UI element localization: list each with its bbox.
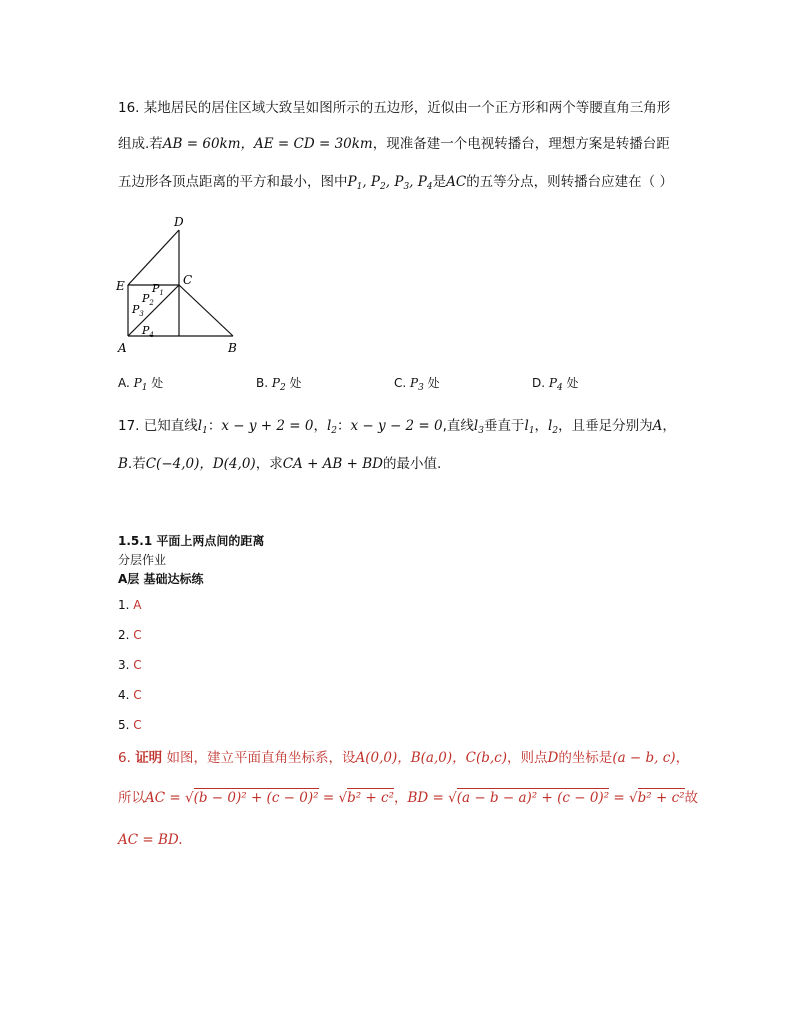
q16-line3 [118,172,673,197]
section-subtitle: 分层作业 [118,553,167,567]
q17-line-l2: x − y − 2 = 0 [350,418,443,434]
q16-line1 [118,98,670,118]
q16-line2 [118,134,670,154]
answer-item: 1. A [118,598,142,612]
label-C: C [183,273,193,287]
option-d: D. $P_4$ 处 [532,376,579,393]
label-P1: $P_1$ [152,282,164,297]
q16-text-2b: ，现准备建一个电视转播台，理想方案是转播台距 [372,136,670,152]
proof-line2: 所以AC = √(b − 0)² + (c − 0)² = √b² + c²，BD = √(a − b − a)² + (c − 0)² = √b² + c²故 [118,790,699,806]
pentagon-figure [110,210,260,360]
label-P3: $P_3$ [132,303,144,318]
q16-math-lengths: AB = 60km，AE = CD = 30km [162,136,373,152]
q16-math-ac: AC [446,174,467,190]
q16-points: $P_1$, $P_2$, $P_3$, $P_4$ [347,174,433,192]
label-A: A [118,341,127,355]
q17-line2: B.若C(−4,0)，D(4,0)，求CA + AB + BD的最小值. [118,456,442,472]
proof-line1: 6. 证明 如图，建立平面直角坐标系，设A(0,0)，B(a,0)，C(b,c)，则点D的坐标是(a − b, c)， [118,750,690,766]
label-P2: $P_2$ [142,292,154,307]
label-P4: $P_4$ [142,324,154,339]
label-E: E [116,279,125,293]
q16-text-3c: 的五等分点，则转播台应建在（ ） [466,174,673,190]
q17-expression: CA + AB + BD [282,456,383,472]
proof-line3: AC = BD. [118,832,183,848]
section-title: 1.5.1 平面上两点间的距离 [118,534,265,548]
label-B: B [228,341,237,355]
answer-item: 4. C [118,688,142,702]
q16-text-1: 某地居民的居住区域大致呈如图所示的五边形，近似由一个正方形和两个等腰直角三角形 [143,100,671,116]
answer-item: 3. C [118,658,142,672]
option-a: A. $P_1$ 处 [118,376,164,393]
section-level: A层 基础达标练 [118,572,204,586]
q17-number: 17. [118,418,140,434]
q16-text-2a: 组成.若 [118,136,163,152]
q17-points: C(−4,0)，D(4,0) [145,456,256,472]
answer-item: 5. C [118,718,142,732]
q17-line1: 17. 已知直线$l_1$：x − y + 2 = 0，$l_2$：x − y − 2 = 0,直线$l_3$垂直于$l_1$，$l_2$，且垂足分别为A， [118,418,676,436]
answer-item: 2. C [118,628,142,642]
label-D: D [174,215,184,229]
option-c: C. $P_3$ 处 [394,376,440,393]
q16-number: 16. [118,100,140,116]
q16-text-3a: 五边形各顶点距离的平方和最小，图中 [118,174,348,190]
option-b: B. $P_2$ 处 [256,376,302,393]
q17-line-l1: x − y + 2 = 0 [221,418,314,434]
q16-text-3b: 是 [432,174,447,190]
